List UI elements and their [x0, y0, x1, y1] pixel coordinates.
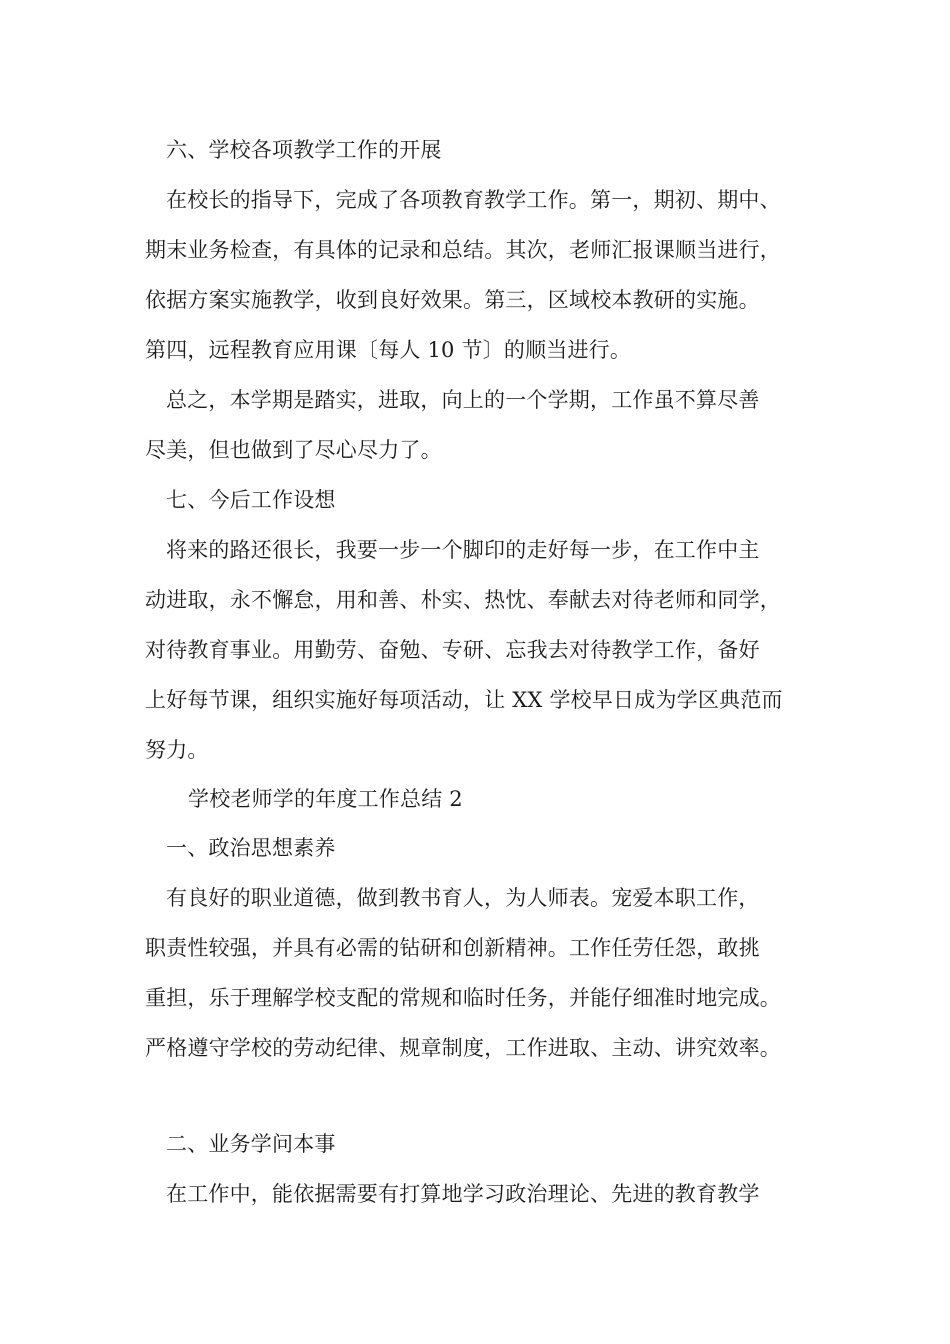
paragraph-line: 上好每节课，组织实施好每项活动，让 XX 学校早日成为学区典范而: [145, 688, 783, 712]
paragraph-line: 努力。: [145, 738, 209, 762]
paragraph-line: 在校长的指导下，完成了各项教育教学工作。第一，期初、期中、: [166, 188, 781, 212]
paragraph-line: 第四，远程教育应用课〔每人 10 节〕的顺当进行。: [145, 338, 632, 362]
section-heading-2: 二、业务学问本事: [166, 1132, 336, 1156]
paragraph-line: 期末业务检查，有具体的记录和总结。其次，老师汇报课顺当进行，: [145, 238, 781, 262]
paragraph-line: 对待教育事业。用勤劳、奋勉、专研、忘我去对待教学工作，备好: [145, 638, 760, 662]
paragraph-line: 严格遵守学校的劳动纪律、规章制度，工作进取、主动、讲究效率。: [145, 1036, 781, 1060]
paragraph-line: 动进取，永不懈怠，用和善、朴实、热忱、奉献去对待老师和同学，: [145, 588, 781, 612]
paragraph-line: 总之，本学期是踏实，进取，向上的一个学期，工作虽不算尽善: [166, 388, 760, 412]
section-heading-6: 六、学校各项教学工作的开展: [166, 138, 442, 162]
paragraph-line: 有良好的职业道德，做到教书育人，为人师表。宠爱本职工作，: [166, 886, 760, 910]
paragraph-line: 将来的路还很长，我要一步一个脚印的走好每一步，在工作中主: [166, 538, 760, 562]
paragraph-line: 在工作中，能依据需要有打算地学习政治理论、先进的教育教学: [166, 1182, 760, 1206]
paragraph-line: 职责性较强，并具有必需的钻研和创新精神。工作任劳任怨，敢挑: [145, 936, 760, 960]
paragraph-line: 尽美，但也做到了尽心尽力了。: [145, 438, 442, 462]
section-heading-7: 七、今后工作设想: [166, 488, 336, 512]
section-heading-1: 一、政治思想素养: [166, 836, 336, 860]
paragraph-line: 依据方案实施教学，收到良好效果。第三，区域校本教研的实施。: [145, 288, 760, 312]
paragraph-line: 重担，乐于理解学校支配的常规和临时任务，并能仔细准时地完成。: [145, 986, 781, 1010]
document-subtitle: 学校老师学的年度工作总结 2: [188, 787, 463, 811]
